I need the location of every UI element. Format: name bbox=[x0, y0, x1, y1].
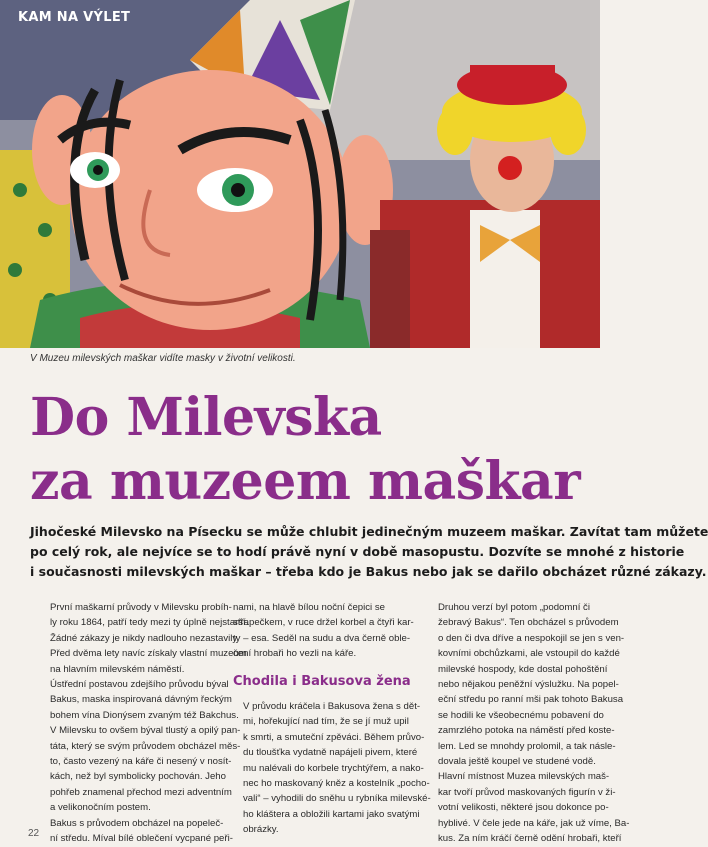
body-line: bohem vína Dionýsem zvaným též Bakchus. bbox=[50, 709, 239, 721]
body-line: mu nalévali do korbele trychtýřem, a nako- bbox=[243, 762, 424, 774]
body-line: nec ho maskovaný kněz a kostelník „pocho- bbox=[243, 778, 430, 790]
hero-photo bbox=[0, 0, 600, 348]
body-line: du tloušťka vydatně napájeli pivem, které bbox=[243, 747, 418, 759]
body-line: zamrzlého potoka na náměstí před koste- bbox=[438, 725, 615, 737]
paragraph bbox=[40, 677, 241, 816]
body-line: Ústřední postavou zdejšího průvodu býval bbox=[50, 679, 229, 691]
body-line: Hlavní místnost Muzea milevských maš- bbox=[438, 771, 610, 783]
body-line: Před dvěma lety navíc získaly vlastní muzeum bbox=[50, 648, 247, 660]
lead-line: po celý rok, ale nejvíce se to hodí právě nyní v době masopustu. Dozvíte se mnohé z historie bbox=[30, 544, 685, 559]
article-lead bbox=[30, 522, 708, 582]
paragraph bbox=[428, 600, 625, 769]
headline-line-1: Do Milevska bbox=[30, 387, 382, 448]
body-line: lem. Led se mnohdy prolomil, a tak násle- bbox=[438, 740, 616, 752]
body-line: a velikonočním postem. bbox=[50, 802, 151, 814]
body-line: kách, než byl symbolicky pochován. Jeho bbox=[50, 771, 226, 783]
article-body bbox=[28, 600, 630, 845]
section-label: KAM NA VÝLET bbox=[18, 10, 131, 25]
body-line: dovala ještě koupel ve studené vodě. bbox=[438, 756, 596, 768]
paragraph bbox=[233, 600, 423, 662]
masks-photo-illustration bbox=[0, 0, 600, 348]
body-line: ly roku 1864, patří tedy mezi ty úplně nejstarší. bbox=[50, 617, 249, 629]
body-line: čení hrobaři ho vezli na káře. bbox=[233, 648, 357, 660]
body-line: vali“ – vyhodili do sněhu u rybníka milevské- bbox=[243, 793, 431, 805]
body-line: ho kláštera a obložili kartami jako svatými bbox=[243, 808, 420, 820]
body-line: nebo nějakou peněžní výslužku. Na popel- bbox=[438, 679, 619, 691]
body-line: kar tvoří průvod maskovaných figurín v ži- bbox=[438, 786, 616, 798]
body-line: o den či dva dříve a nespokojil se jen s ven- bbox=[438, 632, 625, 644]
body-line: pohřeb znamenal přechod mezi adventním bbox=[50, 786, 232, 798]
paragraph bbox=[40, 816, 233, 847]
body-line: V průvodu kráčela i Bakusova žena s dět- bbox=[243, 701, 421, 713]
lead-line: i současnosti milevských maškar – třeba kdo je Bakus nebo jak se dařilo obcházet různé zákazy. bbox=[30, 564, 707, 579]
page-number: 22 bbox=[28, 828, 40, 839]
body-line: Bakus, maska inspirovaná dávným řeckým bbox=[50, 694, 232, 706]
body-line: Žádné zákazy je nikdy nadlouho nezastavily. bbox=[50, 632, 240, 644]
body-line: žebravý Bakus“. Ten obcházel s průvodem bbox=[438, 617, 619, 629]
paragraph bbox=[40, 600, 249, 677]
body-line: nami, na hlavě bílou noční čepici se bbox=[233, 602, 385, 613]
body-line: ní středu. Míval bílé oblečení vycpané peři- bbox=[50, 833, 233, 845]
paragraph bbox=[233, 699, 431, 838]
body-line: votní velikosti, některé jsou dokonce po- bbox=[438, 802, 609, 814]
body-line: eční středu po ranní mši pak tohoto Bakusa bbox=[438, 694, 624, 706]
column-3 bbox=[428, 600, 630, 847]
body-line: hyblivé. V čele jede na káře, jak už víme, Ba- bbox=[438, 817, 630, 829]
body-line: to, často vezený na káře či nesený v nosít- bbox=[50, 756, 232, 768]
photo-caption: V Muzeu milevských maškar vidíte masky v životní velikosti. bbox=[30, 353, 296, 364]
body-line: na hlavním milevském náměstí. bbox=[50, 663, 185, 675]
headline-line-2: za muzeem maškar bbox=[30, 451, 581, 512]
column-1 bbox=[40, 600, 249, 847]
body-line: V Milevsku to ovšem býval tlustý a opilý pan- bbox=[50, 725, 241, 737]
body-line: První maškarní průvody v Milevsku probíh- bbox=[50, 602, 232, 613]
body-line: kovními obchůzkami, ale vstoupil do každé bbox=[438, 648, 620, 660]
body-line: se hodili ke všeobecnému pobavení do bbox=[438, 709, 604, 721]
body-line: k smrti, a smuteční zpěváci. Během průvo- bbox=[243, 731, 425, 743]
body-line: táta, který se svým průvodem obcházel měs- bbox=[50, 740, 241, 752]
body-line: střapečkem, v ruce držel korbel a čtyři kar- bbox=[233, 617, 414, 629]
lead-line: Jihočeské Milevsko na Písecku se může chlubit jedinečným muzeem maškar. Zavítat tam můžete bbox=[30, 524, 708, 539]
body-line: ty – esa. Seděl na sudu a dva černě oble- bbox=[233, 632, 411, 644]
paragraph bbox=[428, 769, 630, 846]
body-line: Bakus s průvodem obcházel na popeleč- bbox=[50, 817, 224, 829]
column-2 bbox=[233, 600, 431, 838]
body-line: milevské hospody, kde dostal pohoštění bbox=[438, 663, 608, 675]
body-line: mi, hořekující nad tím, že se jí muž upil bbox=[243, 716, 409, 728]
body-line: obrázky. bbox=[243, 824, 279, 836]
article-headline bbox=[30, 386, 595, 514]
body-line: kus. Za ním kráčí černě odění hrobaři, kteří bbox=[438, 833, 622, 845]
body-line: Druhou verzí byl potom „podomní či bbox=[438, 602, 590, 613]
subheading: Chodila i Bakusova žena bbox=[233, 673, 411, 689]
